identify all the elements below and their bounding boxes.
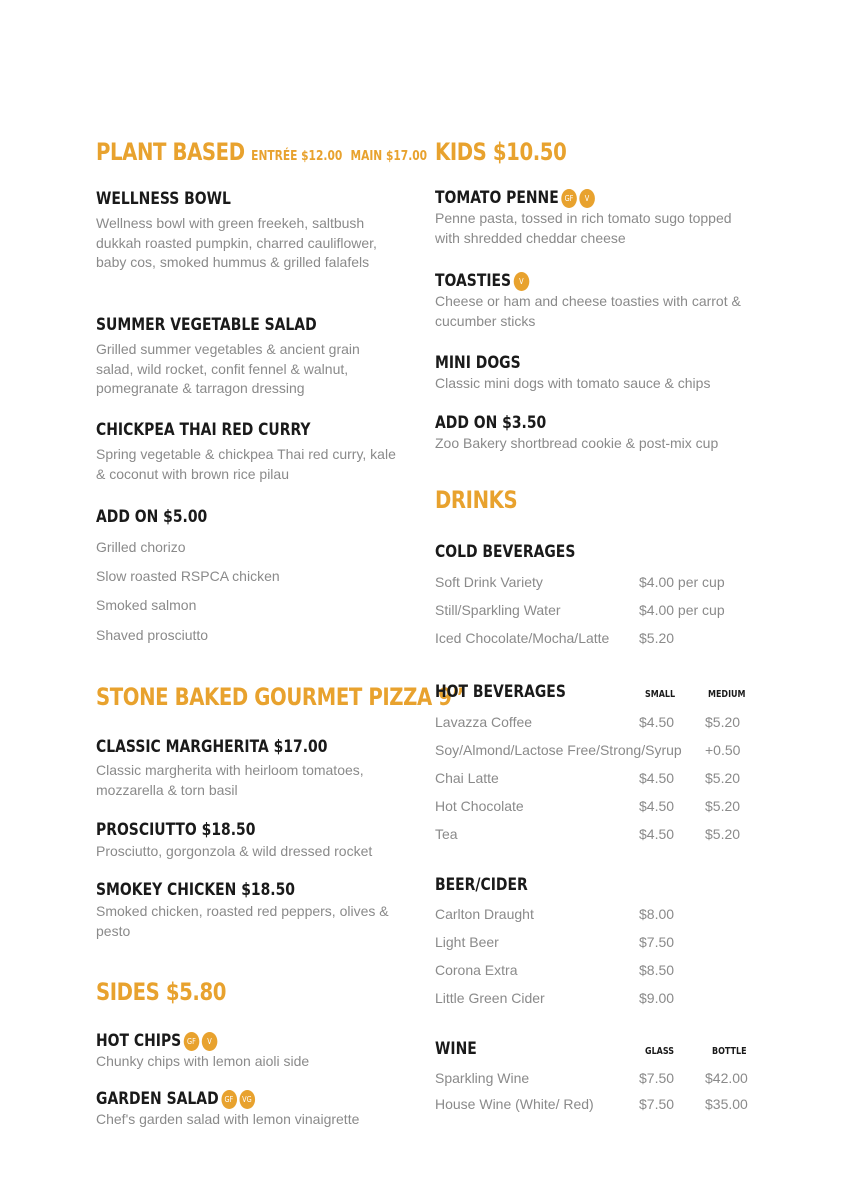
beverage-name: Hot Chocolate <box>435 798 524 814</box>
gluten-free-icon: GF <box>561 189 577 208</box>
beverage-row <box>435 1070 765 1090</box>
addon-item: Shaved prosciutto <box>96 627 209 643</box>
main-price: MAIN $17.00 <box>350 149 428 164</box>
menu-item-description: Classic margherita with heirloom tomatoes, mozzarella & torn basil <box>96 762 364 798</box>
beverage-name: Iced Chocolate/Mocha/Latte <box>435 630 610 646</box>
menu-item-description: Spring vegetable & chickpea Thai red curry, kale & coconut with brown rice pilau <box>96 446 396 482</box>
beverage-price: $8.00 <box>639 906 675 922</box>
beverage-name: Sparkling Wine <box>435 1070 530 1086</box>
menu-item-title: WELLNESS BOWL <box>96 189 231 209</box>
menu-item-title: MINI DOGS <box>435 353 521 373</box>
item-name: TOMATO PENNE <box>435 188 559 208</box>
item-name: GARDEN SALAD <box>96 1089 219 1109</box>
menu-item-description: Zoo Bakery shortbread cookie & post-mix cup <box>435 435 719 451</box>
menu-item-title: SMOKEY CHICKEN $18.50 <box>96 880 295 900</box>
beverage-row <box>435 798 765 818</box>
menu-item-title: ADD ON $3.50 <box>435 413 547 433</box>
beverage-row <box>435 602 765 622</box>
beverage-price-bottle: $35.00 <box>705 1096 748 1112</box>
beverage-name: Carlton Draught <box>435 906 534 922</box>
menu-item-title <box>435 188 595 208</box>
addon-item: Slow roasted RSPCA chicken <box>96 568 280 584</box>
beverage-price: $9.00 <box>639 990 675 1006</box>
beverage-price-small: $4.50 <box>639 798 675 814</box>
vegetarian-icon: V <box>579 189 595 208</box>
beverage-row <box>435 742 765 762</box>
beer-cider-title: BEER/CIDER <box>435 875 528 895</box>
plant-based-prices <box>251 149 427 164</box>
beverage-name: Tea <box>435 826 458 842</box>
beverage-row <box>435 1096 765 1116</box>
menu-item-description: Chef's garden salad with lemon vinaigrette <box>96 1111 360 1127</box>
medium-column-header: MEDIUM <box>708 689 746 700</box>
beverage-price-glass: $7.50 <box>639 1096 675 1112</box>
beverage-name: Soy/Almond/Lactose Free/Strong/Syrup <box>435 742 682 758</box>
beverage-row <box>435 906 765 926</box>
beverage-price-medium: $5.20 <box>705 714 741 730</box>
beverage-name: Soft Drink Variety <box>435 574 543 590</box>
hot-beverages-title: HOT BEVERAGES <box>435 682 566 702</box>
beverage-name: Still/Sparkling Water <box>435 602 561 618</box>
wine-title: WINE <box>435 1039 477 1059</box>
menu-item-title <box>96 1089 255 1109</box>
beverage-row <box>435 630 765 650</box>
vegetarian-icon: V <box>202 1032 218 1051</box>
beverage-price: $4.00 per cup <box>639 574 725 590</box>
beverage-row <box>435 714 765 734</box>
bottle-column-header: BOTTLE <box>712 1046 747 1057</box>
item-name: HOT CHIPS <box>96 1031 182 1051</box>
beverage-price: $7.50 <box>639 934 675 950</box>
beverage-name: Light Beer <box>435 934 499 950</box>
beverage-price-medium: +0.50 <box>705 742 741 758</box>
beverage-price-bottle: $42.00 <box>705 1070 748 1086</box>
menu-item-title: CHICKPEA THAI RED CURRY <box>96 420 311 440</box>
beverage-name: Little Green Cider <box>435 990 545 1006</box>
beverage-price-small: $4.50 <box>639 714 675 730</box>
plant-based-title: PLANT BASED <box>96 138 245 166</box>
beverage-price-small: $4.50 <box>639 770 675 786</box>
plant-based-heading <box>96 138 427 166</box>
beverage-price-medium: $5.20 <box>705 826 741 842</box>
beverage-row <box>435 770 765 790</box>
beverage-name: Lavazza Coffee <box>435 714 533 730</box>
menu-item-title <box>435 271 529 291</box>
beverage-row <box>435 934 765 954</box>
drinks-heading: DRINKS <box>435 486 518 514</box>
addon-item: Grilled chorizo <box>96 539 186 555</box>
gluten-free-icon: GF <box>184 1032 200 1051</box>
addon-title: ADD ON $5.00 <box>96 507 208 527</box>
menu-item-description: Chunky chips with lemon aioli side <box>96 1053 310 1069</box>
beverage-name: Corona Extra <box>435 962 518 978</box>
beverage-price-medium: $5.20 <box>705 798 741 814</box>
item-name: TOASTIES <box>435 271 512 291</box>
kids-heading: KIDS $10.50 <box>435 138 567 166</box>
beverage-price-medium: $5.20 <box>705 770 741 786</box>
glass-column-header: GLASS <box>645 1046 675 1057</box>
menu-item-description: Wellness bowl with green freekeh, saltbush dukkah roasted pumpkin, charred cauliflower, baby cos, smoked hummus & grilled falafels <box>96 215 377 270</box>
menu-item-title <box>96 1031 217 1051</box>
small-column-header: SMALL <box>645 689 676 700</box>
beverage-price: $4.00 per cup <box>639 602 725 618</box>
addon-item: Smoked salmon <box>96 597 197 613</box>
menu-item-title: CLASSIC MARGHERITA $17.00 <box>96 737 328 757</box>
beverage-price: $5.20 <box>639 630 675 646</box>
menu-item-description: Smoked chicken, roasted red peppers, olives & pesto <box>96 903 389 939</box>
beverage-name: Chai Latte <box>435 770 499 786</box>
beverage-row <box>435 826 765 846</box>
cold-beverages-title: COLD BEVERAGES <box>435 542 576 562</box>
menu-item-description: Penne pasta, tossed in rich tomato sugo topped with shredded cheddar cheese <box>435 210 732 246</box>
menu-item-description: Classic mini dogs with tomato sauce & chips <box>435 375 711 391</box>
entree-price: ENTRÉE $12.00 <box>251 149 343 164</box>
beverage-price-glass: $7.50 <box>639 1070 675 1086</box>
gluten-free-icon: GF <box>221 1090 237 1109</box>
beverage-price-small: $4.50 <box>639 826 675 842</box>
beverage-row <box>435 990 765 1010</box>
menu-item-description: Grilled summer vegetables & ancient grain salad, wild rocket, confit fennel & walnut, pomegranate & tarragon dressing <box>96 341 360 396</box>
pizza-heading: STONE BAKED GOURMET PIZZA 9” <box>96 683 465 711</box>
beverage-name: House Wine (White/ Red) <box>435 1096 594 1112</box>
beverage-row <box>435 962 765 982</box>
vegetarian-icon: V <box>514 272 530 291</box>
menu-item-title: SUMMER VEGETABLE SALAD <box>96 315 317 335</box>
menu-item-description: Cheese or ham and cheese toasties with carrot & cucumber sticks <box>435 293 741 329</box>
beverage-price: $8.50 <box>639 962 675 978</box>
beverage-row <box>435 574 765 594</box>
menu-item-title: PROSCIUTTO $18.50 <box>96 820 256 840</box>
menu-item-description: Prosciutto, gorgonzola & wild dressed rocket <box>96 843 373 859</box>
sides-heading: SIDES $5.80 <box>96 978 227 1006</box>
vegan-icon: VG <box>239 1090 255 1109</box>
